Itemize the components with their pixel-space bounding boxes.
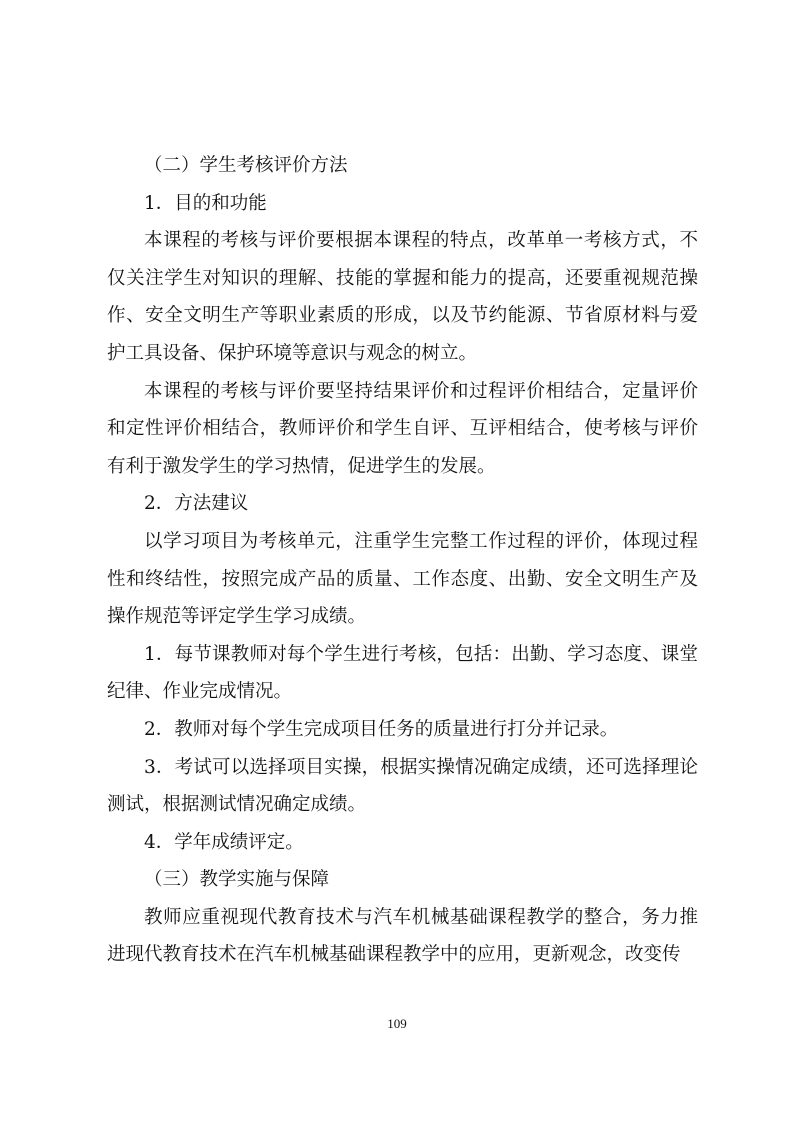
subheading-purpose: 1．目的和功能: [144, 192, 267, 214]
document-body: [107, 147, 698, 974]
paragraph: 本课程的考核与评价要根据本课程的特点，改革单一考核方式，不仅关注学生对知识的理解、技能的掌握和能力的提高，还要重视规范操作、安全文明生产等职业素质的形成，以及节约能源、节省原材料与爱护工具设备、保护环境等意识与观念的树立。: [107, 230, 698, 364]
section-heading-implementation: （三）教学实施与保障: [144, 869, 330, 891]
list-item: 2．教师对每个学生完成项目任务的质量进行打分并记录。: [144, 718, 619, 740]
subheading-method: 2．方法建议: [144, 493, 249, 515]
page-number: 109: [387, 1016, 407, 1031]
paragraph: 本课程的考核与评价要坚持结果评价和过程评价相结合，定量评价和定性评价相结合，教师评价和学生自评、互评相结合，使考核与评价有利于激发学生的学习热情，促进学生的发展。: [107, 380, 698, 477]
section-heading-assessment: （二）学生考核评价方法: [144, 155, 348, 176]
list-item: 3．考试可以选择项目实操，根据实操情况确定成绩，还可选择理论测试，根据测试情况确定成绩。: [107, 756, 698, 816]
paragraph: 教师应重视现代教育技术与汽车机械基础课程教学的整合，务力推进现代教育技术在汽车机械基础课程教学中的应用，更新观念，改变传: [107, 906, 698, 966]
list-item: 4．学年成绩评定。: [144, 831, 304, 853]
paragraph: 以学习项目为考核单元，注重学生完整工作过程的评价，体现过程性和终结性，按照完成产品的质量、工作态度、出勤、安全文明生产及操作规范等评定学生学习成绩。: [107, 530, 698, 628]
list-item: 1．每节课教师对每个学生进行考核，包括：出勤、学习态度、课堂纪律、作业完成情况。: [107, 643, 698, 703]
